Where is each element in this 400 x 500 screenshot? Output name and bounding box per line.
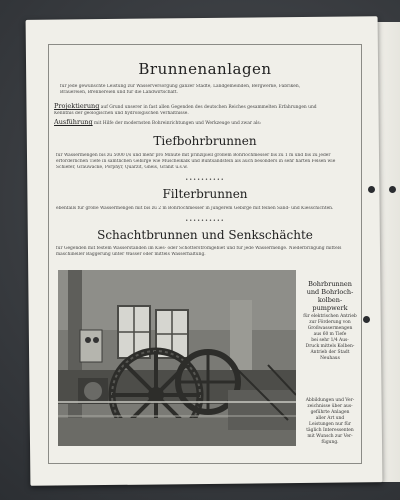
sidebar-line: Druck mittels Kolben-	[305, 344, 355, 349]
sidebar-line: fügung.	[321, 440, 339, 445]
sidebar-line: aus 60 m Tiefe	[313, 332, 347, 337]
filterbrunnen-line: ebenfalls für große Wassermengen mit bis zu 2 m Bohrlochmesser in jüngerem Gebirge mit feinen Sand- und Kiesschichten.	[56, 206, 334, 211]
projektierung-block	[54, 103, 354, 111]
intro-line: Brauereien, Brennereien und für die Landwirtschaft.	[60, 90, 178, 95]
schacht-line: für Gegenden mit festem Wasserständen im Kies- oder Schotterstromgebiet und für jede Wassermenge. Niederbringung mittels	[56, 246, 342, 251]
page-title: Brunnenanlagen	[138, 60, 272, 78]
sidebar-line: geführte Anlagen	[310, 410, 350, 415]
sidebar-line: täglich Interessenten	[306, 428, 354, 433]
punch-hole	[363, 316, 370, 323]
punch-hole	[389, 186, 396, 193]
tiefbohrbrunnen-line: für Wassermengen bis zu 5000 l/s und mehr pro Minute mit prinzipiell großem Bohrlochmesser bis zu 1 m und bis zu jeder	[56, 153, 331, 158]
schacht-heading: Schachtbrunnen und Senkschächte	[97, 228, 313, 242]
ausfuehrung-text: mit Hilfe der modernsten Bohreinrichtungen und Werkzeuge und zwar als:	[94, 121, 262, 126]
sidebar-title-line: Bohrbrunnen	[308, 280, 352, 288]
projektierung-text-2: Kenntnis der geologischen und hydrologischen Verhältnisse.	[54, 111, 189, 116]
separator-dots: ••••••••••	[185, 218, 225, 224]
sidebar-line: zur Förderung von	[309, 320, 351, 325]
sidebar-line: für elektrischen Antrieb	[303, 314, 357, 319]
sidebar-description	[300, 314, 360, 362]
sidebar-line: bei sehr 1/4 Aus-	[311, 338, 349, 343]
sidebar-title	[300, 280, 360, 312]
sidebar-line: Abbildungen und Ver-	[305, 398, 355, 403]
sidebar-line: Antrieb der Stadt	[310, 350, 350, 355]
sidebar-title-line: kolben-	[317, 296, 343, 304]
ausfuehrung-block	[54, 119, 354, 127]
sidebar-title-line: und Bohrloch-	[306, 288, 354, 296]
separator-dots: ••••••••••	[185, 177, 225, 183]
ausfuehrung-label: Ausführung	[54, 119, 93, 126]
sidebar-line: aller Art und	[315, 416, 345, 421]
intro-line: für jede gewünschte Leistung zur Wasserversorgung ganzer Städte, Landgemeinden, Bergwerke, Fabriken,	[60, 84, 301, 89]
tiefbohrbrunnen-heading: Tiefbohrbrunnen	[153, 134, 257, 148]
sidebar-line: Neuhaus	[320, 356, 340, 361]
tiefbohrbrunnen-line: Schiefer, Grauwacke, Porphyr, Quarzit, Gneis, Granit u.s.w.	[56, 165, 188, 170]
projektierung-text: auf Grund unserer in fast allen Gegenden des deutschen Reiches gesammelten Erfahrungen und	[100, 105, 317, 110]
sidebar-line: Leistungen nur für	[309, 422, 351, 427]
pump-machinery-illustration	[58, 270, 296, 446]
projektierung-label: Projektierung	[54, 103, 100, 110]
sidebar-line: zeichnisse über aus-	[307, 404, 353, 409]
sidebar-line: Großwassermengen	[307, 326, 353, 331]
sidebar-title-line: pumpwerk	[312, 304, 348, 312]
pump-house-photo	[58, 270, 296, 446]
sidebar-line: mit Wunsch zur Ver-	[307, 434, 353, 439]
schacht-line: maschineller Baggerung unter Wasser oder mittels Wasserhaltung.	[56, 252, 206, 257]
filterbrunnen-heading: Filterbrunnen	[162, 187, 248, 201]
sidebar-note	[300, 398, 360, 446]
tiefbohrbrunnen-line: erforderlichen Tiefe in sämtlichen Gebirge wie Muschelkalk und Buntsandstein als auch besonders in sehr harten Felsen wie	[56, 159, 336, 164]
